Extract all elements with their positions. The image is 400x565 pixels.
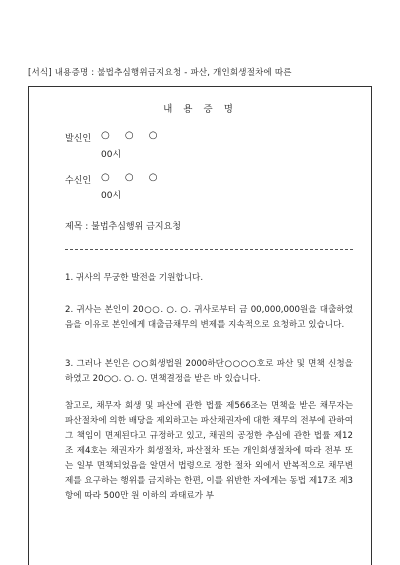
document-frame — [28, 86, 372, 565]
receiver-label: 수신인 — [65, 176, 92, 186]
document-caption: [서식] 내용증명 : 불법추심행위금지요청 - 파산, 개인회생절차에 따른 — [28, 68, 292, 78]
paragraph-4: 참고로, 채무자 회생 및 파산에 관한 법률 제566조는 면책을 받은 채무자는 파산절차에 의한 배당을 제외하고는 파산채권자에 대한 채무의 전부에 관하여 그 책임이 면제된다고 규정하고 있고, 채권의 공정한 추심에 관한 법률 제12조 제4호는 채권자가 회생절차, 파산절차 또는 개인회생절차에 따라 전부 또는 일부 면책되었음을 알면서 법령으로 정한 절차 외에서 반복적으로 채무변제를 요구하는 행위를 금지하는 한편, 이를 위반한 자에게는 동법 제17조 제3항에 따라 500만 원 이하의 과태료가 부 — [65, 401, 353, 501]
subject-line: 제목 : 불법추심행위 금지요청 — [65, 222, 181, 232]
sender-address: 00시 — [101, 150, 122, 160]
divider-line — [65, 249, 353, 250]
paragraph-3: 3. 그러나 본인은 ○○회생법원 2000하단○○○○호로 파산 및 면책 신청을 하였고 20○○. ○. ○. 면책결정을 받은 바 있습니다. — [65, 359, 353, 384]
paragraph-2: 2. 귀사는 본인이 20○○. ○. ○. 귀사로부터 금 00,000,000원을 대출하였음을 이유로 본인에게 대출금채무의 변제를 지속적으로 요청하고 있습니다. — [65, 305, 353, 330]
sender-name: ○ ○ ○ — [101, 130, 164, 141]
sender-label: 발신인 — [65, 134, 92, 144]
receiver-address: 00시 — [101, 191, 122, 201]
receiver-name: ○ ○ ○ — [101, 172, 164, 183]
document-title: 내 용 증 명 — [163, 104, 237, 115]
paragraph-1: 1. 귀사의 무궁한 발전을 기원합니다. — [65, 273, 204, 283]
